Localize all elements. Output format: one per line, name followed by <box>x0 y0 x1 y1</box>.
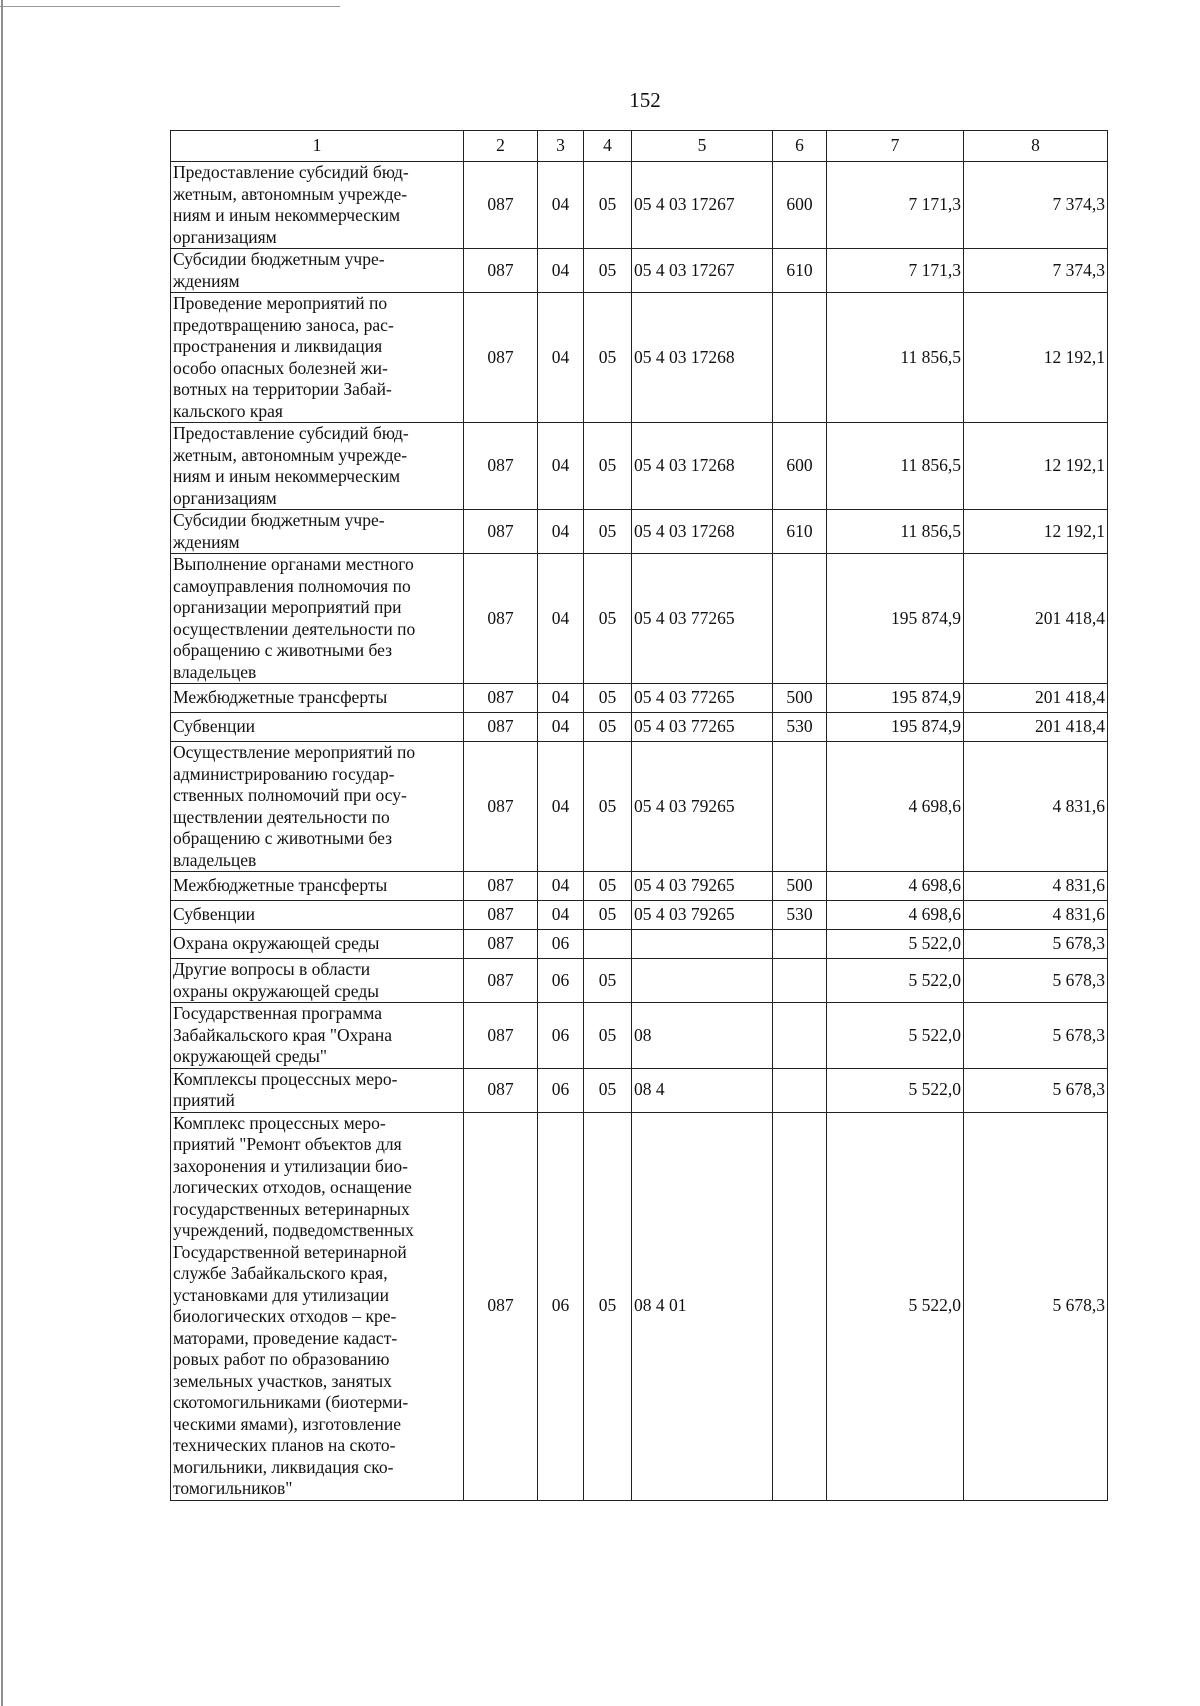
sum-year-2: 201 418,4 <box>964 713 1108 742</box>
row-name: Проведение мероприятий по предотвращению заноса, рас- пространения и ликвидация особо опасных болезней жи- вотных на территории Забай- кальского края <box>171 293 464 423</box>
column-header: 6 <box>773 131 827 162</box>
section-code: 04 <box>538 249 584 293</box>
target-code: 05 4 03 17267 <box>632 249 773 293</box>
column-header: 2 <box>464 131 538 162</box>
target-code: 05 4 03 17268 <box>632 510 773 554</box>
sum-year-2: 4 831,6 <box>964 872 1108 901</box>
sum-year-1: 5 522,0 <box>827 1003 964 1069</box>
sum-year-2: 5 678,3 <box>964 1112 1108 1500</box>
table-row <box>171 554 1108 684</box>
expense-type-code: 530 <box>773 901 827 930</box>
target-code: 08 4 01 <box>632 1112 773 1500</box>
subsection-code: 05 <box>584 293 632 423</box>
target-code: 05 4 03 79265 <box>632 901 773 930</box>
subsection-code: 05 <box>584 959 632 1003</box>
sum-year-1: 11 856,5 <box>827 510 964 554</box>
target-code <box>632 930 773 959</box>
sum-year-2: 4 831,6 <box>964 742 1108 872</box>
section-code: 06 <box>538 959 584 1003</box>
sum-year-1: 4 698,6 <box>827 742 964 872</box>
sum-year-2: 5 678,3 <box>964 1068 1108 1112</box>
sum-year-2: 12 192,1 <box>964 423 1108 510</box>
section-code: 04 <box>538 901 584 930</box>
expense-type-code: 600 <box>773 162 827 249</box>
sum-year-2: 12 192,1 <box>964 293 1108 423</box>
sum-year-2: 12 192,1 <box>964 510 1108 554</box>
row-name: Субвенции <box>171 901 464 930</box>
section-code: 04 <box>538 162 584 249</box>
target-code: 05 4 03 79265 <box>632 872 773 901</box>
expense-type-code: 500 <box>773 684 827 713</box>
admin-code: 087 <box>464 510 538 554</box>
admin-code: 087 <box>464 713 538 742</box>
table-row <box>171 162 1108 249</box>
row-name: Субсидии бюджетным учре- ждениям <box>171 510 464 554</box>
row-name: Субсидии бюджетным учре- ждениям <box>171 249 464 293</box>
table-row <box>171 872 1108 901</box>
subsection-code: 05 <box>584 901 632 930</box>
table-row <box>171 901 1108 930</box>
expense-type-code: 610 <box>773 249 827 293</box>
table-row <box>171 249 1108 293</box>
sum-year-2: 5 678,3 <box>964 1003 1108 1069</box>
subsection-code: 05 <box>584 162 632 249</box>
sum-year-2: 7 374,3 <box>964 162 1108 249</box>
expense-type-code <box>773 1112 827 1500</box>
sum-year-1: 5 522,0 <box>827 959 964 1003</box>
section-code: 06 <box>538 1003 584 1069</box>
row-name: Комплекс процессных меро- приятий "Ремонт объектов для захоронения и утилизации био- логических отходов, оснащение государственных ветеринарных учреждений, подведомственных Государственной ветеринарной службе Забайкальского края, установками для утилизации биологических отходов – кре- маторами, проведение кадаст- ровых работ по образованию земельных участков, занятых скотомогильниками (биотерми- ческими ямами), изготовление технических планов на ското- могильники, ликвидация ско- томогильников" <box>171 1112 464 1500</box>
table-row <box>171 510 1108 554</box>
section-code: 04 <box>538 872 584 901</box>
section-code: 04 <box>538 713 584 742</box>
subsection-code <box>584 930 632 959</box>
row-name: Выполнение органами местного самоуправления полномочия по организации мероприятий при осуществлении деятельности по обращению с животными без владельцев <box>171 554 464 684</box>
table-row <box>171 1003 1108 1069</box>
admin-code: 087 <box>464 901 538 930</box>
table-row <box>171 293 1108 423</box>
row-name: Субвенции <box>171 713 464 742</box>
sum-year-2: 201 418,4 <box>964 684 1108 713</box>
row-name: Государственная программа Забайкальского края "Охрана окружающей среды" <box>171 1003 464 1069</box>
admin-code: 087 <box>464 959 538 1003</box>
expense-type-code <box>773 959 827 1003</box>
scan-edge-left <box>1 0 3 1706</box>
sum-year-1: 7 171,3 <box>827 162 964 249</box>
admin-code: 087 <box>464 1068 538 1112</box>
target-code: 05 4 03 77265 <box>632 713 773 742</box>
column-header: 4 <box>584 131 632 162</box>
admin-code: 087 <box>464 293 538 423</box>
admin-code: 087 <box>464 423 538 510</box>
target-code: 08 <box>632 1003 773 1069</box>
subsection-code: 05 <box>584 1112 632 1500</box>
target-code: 05 4 03 17268 <box>632 293 773 423</box>
column-header: 3 <box>538 131 584 162</box>
table-row <box>171 423 1108 510</box>
table-row <box>171 742 1108 872</box>
scan-edge-top <box>0 6 340 7</box>
sum-year-1: 4 698,6 <box>827 872 964 901</box>
sum-year-2: 5 678,3 <box>964 930 1108 959</box>
expense-type-code: 530 <box>773 713 827 742</box>
header-row <box>171 131 1108 162</box>
section-code: 04 <box>538 684 584 713</box>
row-name: Осуществление мероприятий по администрированию государ- ственных полномочий при осу- ществлении деятельности по обращению с животными без владельцев <box>171 742 464 872</box>
subsection-code: 05 <box>584 1068 632 1112</box>
subsection-code: 05 <box>584 713 632 742</box>
section-code: 04 <box>538 423 584 510</box>
table-row <box>171 959 1108 1003</box>
sum-year-1: 195 874,9 <box>827 713 964 742</box>
row-name: Межбюджетные трансферты <box>171 684 464 713</box>
sum-year-1: 195 874,9 <box>827 554 964 684</box>
target-code: 05 4 03 77265 <box>632 684 773 713</box>
expense-type-code: 500 <box>773 872 827 901</box>
section-code: 04 <box>538 510 584 554</box>
table-row <box>171 930 1108 959</box>
row-name: Предоставление субсидий бюд- жетным, автономным учрежде- ниям и иным некоммерческим организациям <box>171 423 464 510</box>
admin-code: 087 <box>464 930 538 959</box>
row-name: Комплексы процессных меро- приятий <box>171 1068 464 1112</box>
target-code: 05 4 03 17268 <box>632 423 773 510</box>
subsection-code: 05 <box>584 684 632 713</box>
admin-code: 087 <box>464 1003 538 1069</box>
section-code: 04 <box>538 293 584 423</box>
sum-year-2: 7 374,3 <box>964 249 1108 293</box>
target-code: 05 4 03 77265 <box>632 554 773 684</box>
subsection-code: 05 <box>584 742 632 872</box>
sum-year-1: 195 874,9 <box>827 684 964 713</box>
section-code: 06 <box>538 1112 584 1500</box>
admin-code: 087 <box>464 554 538 684</box>
sum-year-1: 4 698,6 <box>827 901 964 930</box>
expense-type-code: 610 <box>773 510 827 554</box>
subsection-code: 05 <box>584 510 632 554</box>
target-code: 08 4 <box>632 1068 773 1112</box>
admin-code: 087 <box>464 872 538 901</box>
expense-type-code <box>773 1068 827 1112</box>
column-header: 8 <box>964 131 1108 162</box>
sum-year-1: 7 171,3 <box>827 249 964 293</box>
sum-year-2: 201 418,4 <box>964 554 1108 684</box>
section-code: 06 <box>538 930 584 959</box>
admin-code: 087 <box>464 162 538 249</box>
sum-year-1: 5 522,0 <box>827 1068 964 1112</box>
column-header: 5 <box>632 131 773 162</box>
expense-type-code <box>773 554 827 684</box>
section-code: 04 <box>538 742 584 872</box>
sum-year-1: 11 856,5 <box>827 293 964 423</box>
target-code: 05 4 03 17267 <box>632 162 773 249</box>
table-row <box>171 713 1108 742</box>
admin-code: 087 <box>464 684 538 713</box>
row-name: Другие вопросы в области охраны окружающей среды <box>171 959 464 1003</box>
section-code: 06 <box>538 1068 584 1112</box>
subsection-code: 05 <box>584 554 632 684</box>
table-row <box>171 684 1108 713</box>
table-row <box>171 1068 1108 1112</box>
admin-code: 087 <box>464 1112 538 1500</box>
subsection-code: 05 <box>584 249 632 293</box>
row-name: Предоставление субсидий бюд- жетным, автономным учрежде- ниям и иным некоммерческим организациям <box>171 162 464 249</box>
column-header: 7 <box>827 131 964 162</box>
target-code <box>632 959 773 1003</box>
section-code: 04 <box>538 554 584 684</box>
target-code: 05 4 03 79265 <box>632 742 773 872</box>
sum-year-1: 11 856,5 <box>827 423 964 510</box>
budget-table <box>170 130 1108 1501</box>
sum-year-2: 5 678,3 <box>964 959 1108 1003</box>
row-name: Межбюджетные трансферты <box>171 872 464 901</box>
row-name: Охрана окружающей среды <box>171 930 464 959</box>
sum-year-1: 5 522,0 <box>827 1112 964 1500</box>
admin-code: 087 <box>464 249 538 293</box>
subsection-code: 05 <box>584 1003 632 1069</box>
expense-type-code <box>773 742 827 872</box>
expense-type-code: 600 <box>773 423 827 510</box>
sum-year-1: 5 522,0 <box>827 930 964 959</box>
admin-code: 087 <box>464 742 538 872</box>
page-number: 152 <box>629 88 661 112</box>
sum-year-2: 4 831,6 <box>964 901 1108 930</box>
expense-type-code <box>773 930 827 959</box>
subsection-code: 05 <box>584 872 632 901</box>
expense-type-code <box>773 1003 827 1069</box>
table-row <box>171 1112 1108 1500</box>
column-header: 1 <box>171 131 464 162</box>
expense-type-code <box>773 293 827 423</box>
subsection-code: 05 <box>584 423 632 510</box>
